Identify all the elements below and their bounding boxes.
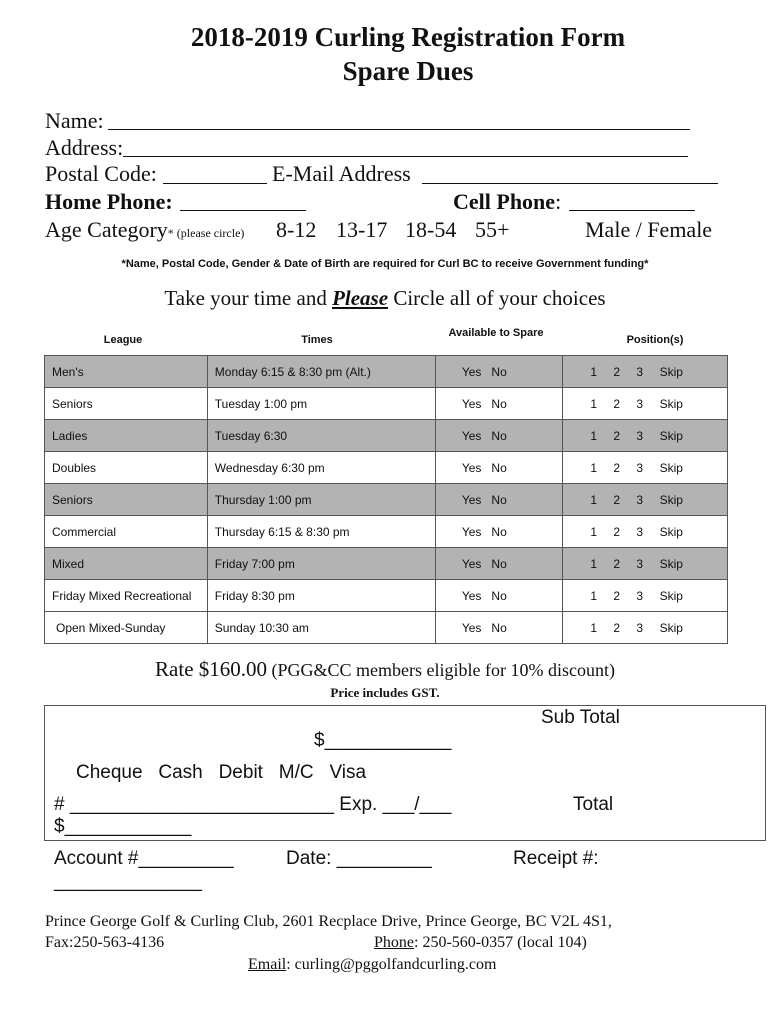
position-skip-option[interactable]: Skip bbox=[659, 396, 683, 411]
position-skip-option[interactable]: Skip bbox=[659, 460, 683, 475]
position-cell bbox=[563, 452, 728, 484]
table-row bbox=[45, 484, 728, 516]
time-cell: Tuesday 6:30 bbox=[207, 420, 436, 452]
total-label: Total bbox=[573, 794, 614, 815]
position-2-option[interactable]: 2 bbox=[613, 460, 621, 475]
league-cell: Men's bbox=[45, 356, 208, 388]
league-cell: Commercial bbox=[45, 516, 208, 548]
age-category-label bbox=[45, 217, 244, 243]
availability-cell bbox=[436, 420, 563, 452]
card-number-field[interactable]: # _________________________ Exp. ___/___ bbox=[54, 794, 452, 815]
position-1-option[interactable]: 1 bbox=[590, 396, 598, 411]
position-1-option[interactable]: 1 bbox=[590, 620, 598, 635]
position-1-option[interactable]: 1 bbox=[590, 492, 598, 507]
position-skip-option[interactable]: Skip bbox=[659, 588, 683, 603]
home-phone-label: Home Phone: bbox=[45, 189, 173, 214]
footer-address: Prince George Golf & Curling Club, 2601 Recplace Drive, Prince George, BC V2L 4S1, bbox=[45, 913, 612, 930]
position-2-option[interactable]: 2 bbox=[613, 588, 621, 603]
position-cell bbox=[563, 548, 728, 580]
yes-option[interactable]: Yes bbox=[461, 492, 482, 507]
no-option[interactable]: No bbox=[491, 524, 507, 539]
footer-email-address[interactable]: : curling@pggolfandcurling.com bbox=[286, 956, 497, 973]
footer-fax: Fax:250-563-4136 bbox=[45, 934, 165, 951]
rate-discount: (PGG&CC members eligible for 10% discount) bbox=[267, 660, 615, 680]
sub-total-field[interactable]: $____________ bbox=[314, 730, 452, 751]
position-cell bbox=[563, 580, 728, 612]
position-1-option[interactable]: 1 bbox=[590, 460, 598, 475]
receipt-label: Receipt #: bbox=[513, 848, 599, 869]
position-1-option[interactable]: 1 bbox=[590, 428, 598, 443]
availability-cell bbox=[436, 548, 563, 580]
home-phone-field[interactable] bbox=[180, 210, 306, 211]
position-skip-option[interactable]: Skip bbox=[659, 492, 683, 507]
gst-note: Price includes GST. bbox=[330, 685, 440, 700]
sub-total-label: Sub Total bbox=[541, 707, 620, 728]
receipt-field[interactable]: ______________ bbox=[54, 871, 202, 892]
yes-option[interactable]: Yes bbox=[461, 428, 482, 443]
position-3-option[interactable]: 3 bbox=[636, 364, 644, 379]
no-option[interactable]: No bbox=[491, 460, 507, 475]
league-cell: Mixed bbox=[45, 548, 208, 580]
age-option-55-plus[interactable]: 55+ bbox=[475, 217, 510, 242]
position-3-option[interactable]: 3 bbox=[636, 428, 644, 443]
instruction-emphasis: Please bbox=[332, 286, 389, 310]
availability-cell bbox=[436, 612, 563, 644]
position-3-option[interactable]: 3 bbox=[636, 556, 644, 571]
position-cell bbox=[563, 516, 728, 548]
time-cell: Tuesday 1:00 pm bbox=[207, 388, 436, 420]
time-cell: Wednesday 6:30 pm bbox=[207, 452, 436, 484]
no-option[interactable]: No bbox=[491, 620, 507, 635]
date-field[interactable]: Date: _________ bbox=[286, 848, 432, 869]
time-cell: Sunday 10:30 am bbox=[207, 612, 436, 644]
yes-option[interactable]: Yes bbox=[461, 588, 482, 603]
form-subtitle: Spare Dues bbox=[342, 56, 474, 86]
footer-phone-label: Phone bbox=[374, 934, 414, 951]
no-option[interactable]: No bbox=[491, 588, 507, 603]
position-skip-option[interactable]: Skip bbox=[659, 524, 683, 539]
time-cell: Friday 7:00 pm bbox=[207, 548, 436, 580]
postal-code-label: Postal Code: bbox=[45, 161, 157, 186]
age-option-13-17[interactable]: 13-17 bbox=[336, 217, 388, 242]
league-cell: Seniors bbox=[45, 388, 208, 420]
position-1-option[interactable]: 1 bbox=[590, 588, 598, 603]
position-1-option[interactable]: 1 bbox=[590, 524, 598, 539]
age-category-text: Age Category bbox=[45, 217, 168, 242]
table-row bbox=[45, 548, 728, 580]
position-skip-option[interactable]: Skip bbox=[659, 428, 683, 443]
age-option-8-12[interactable]: 8-12 bbox=[276, 217, 317, 242]
header-league: League bbox=[103, 334, 143, 346]
gender-options[interactable]: Male / Female bbox=[585, 217, 713, 242]
league-cell: Open Mixed-Sunday bbox=[45, 612, 208, 644]
yes-option[interactable]: Yes bbox=[461, 556, 482, 571]
cell-phone-label-wrap bbox=[453, 189, 561, 215]
time-cell: Friday 8:30 pm bbox=[207, 580, 436, 612]
name-label: Name: bbox=[45, 108, 104, 133]
league-cell: Seniors bbox=[45, 484, 208, 516]
no-option[interactable]: No bbox=[491, 556, 507, 571]
position-3-option[interactable]: 3 bbox=[636, 620, 644, 635]
availability-cell bbox=[436, 484, 563, 516]
league-table bbox=[44, 355, 728, 644]
cell-phone-label: Cell Phone bbox=[453, 189, 556, 214]
league-cell: Friday Mixed Recreational bbox=[45, 580, 208, 612]
email-field[interactable] bbox=[422, 183, 718, 184]
payment-methods[interactable]: Cheque Cash Debit M/C Visa bbox=[76, 762, 367, 783]
position-skip-option[interactable]: Skip bbox=[659, 556, 683, 571]
no-option[interactable]: No bbox=[491, 364, 507, 379]
position-cell bbox=[563, 420, 728, 452]
league-cell: Doubles bbox=[45, 452, 208, 484]
position-cell bbox=[563, 388, 728, 420]
position-3-option[interactable]: 3 bbox=[636, 396, 644, 411]
position-3-option[interactable]: 3 bbox=[636, 460, 644, 475]
position-2-option[interactable]: 2 bbox=[613, 492, 621, 507]
position-skip-option[interactable]: Skip bbox=[659, 620, 683, 635]
address-field[interactable] bbox=[123, 156, 688, 157]
position-cell bbox=[563, 484, 728, 516]
instruction-after: Circle all of your choices bbox=[388, 286, 606, 310]
no-option[interactable]: No bbox=[491, 396, 507, 411]
age-category-note: * (please circle) bbox=[167, 226, 245, 240]
position-2-option[interactable]: 2 bbox=[613, 364, 621, 379]
position-2-option[interactable]: 2 bbox=[613, 524, 621, 539]
yes-option[interactable]: Yes bbox=[461, 364, 482, 379]
time-cell: Thursday 1:00 pm bbox=[207, 484, 436, 516]
time-cell: Monday 6:15 & 8:30 pm (Alt.) bbox=[207, 356, 436, 388]
position-2-option[interactable]: 2 bbox=[613, 620, 621, 635]
footer-phone bbox=[374, 934, 587, 952]
yes-option[interactable]: Yes bbox=[461, 524, 482, 539]
position-cell bbox=[563, 612, 728, 644]
position-3-option[interactable]: 3 bbox=[636, 524, 644, 539]
position-1-option[interactable]: 1 bbox=[590, 364, 598, 379]
table-row bbox=[45, 356, 728, 388]
position-skip-option[interactable]: Skip bbox=[659, 364, 683, 379]
address-label: Address: bbox=[45, 135, 124, 160]
no-option[interactable]: No bbox=[491, 428, 507, 443]
footer-phone-number: : 250-560-0357 (local 104) bbox=[414, 934, 587, 951]
availability-cell bbox=[436, 356, 563, 388]
position-3-option[interactable]: 3 bbox=[636, 588, 644, 603]
time-cell: Thursday 6:15 & 8:30 pm bbox=[207, 516, 436, 548]
availability-cell bbox=[436, 516, 563, 548]
header-times: Times bbox=[301, 334, 333, 346]
cell-phone-field[interactable] bbox=[569, 210, 695, 211]
availability-cell bbox=[436, 580, 563, 612]
header-available: Available to Spare bbox=[448, 327, 544, 339]
name-field[interactable] bbox=[108, 129, 690, 130]
position-2-option[interactable]: 2 bbox=[613, 428, 621, 443]
funding-note: *Name, Postal Code, Gender & Date of Birth are required for Curl BC to receive Government funding* bbox=[121, 258, 649, 270]
no-option[interactable]: No bbox=[491, 492, 507, 507]
footer-email-label: Email bbox=[248, 956, 287, 973]
form-title: 2018-2019 Curling Registration Form bbox=[190, 22, 626, 52]
postal-code-field[interactable] bbox=[163, 183, 267, 184]
table-row bbox=[45, 580, 728, 612]
yes-option[interactable]: Yes bbox=[461, 620, 482, 635]
table-row bbox=[45, 452, 728, 484]
table-row bbox=[45, 516, 728, 548]
table-row bbox=[45, 612, 728, 644]
footer-email bbox=[248, 956, 496, 974]
rate-amount: Rate $160.00 bbox=[155, 657, 268, 681]
table-row bbox=[45, 388, 728, 420]
header-positions: Position(s) bbox=[626, 334, 684, 346]
yes-option[interactable]: Yes bbox=[461, 396, 482, 411]
age-option-18-54[interactable]: 18-54 bbox=[405, 217, 457, 242]
instruction bbox=[0, 286, 770, 311]
total-field[interactable]: $____________ bbox=[54, 816, 192, 837]
availability-cell bbox=[436, 452, 563, 484]
yes-option[interactable]: Yes bbox=[461, 460, 482, 475]
position-1-option[interactable]: 1 bbox=[590, 556, 598, 571]
position-3-option[interactable]: 3 bbox=[636, 492, 644, 507]
email-label: E-Mail Address bbox=[272, 161, 411, 186]
rate-line bbox=[0, 657, 770, 682]
position-2-option[interactable]: 2 bbox=[613, 396, 621, 411]
availability-cell bbox=[436, 388, 563, 420]
cell-phone-colon: : bbox=[555, 189, 562, 214]
position-2-option[interactable]: 2 bbox=[613, 556, 621, 571]
position-cell bbox=[563, 356, 728, 388]
instruction-before: Take your time and bbox=[164, 286, 333, 310]
table-row bbox=[45, 420, 728, 452]
league-cell: Ladies bbox=[45, 420, 208, 452]
account-field[interactable]: Account #_________ bbox=[54, 848, 234, 869]
